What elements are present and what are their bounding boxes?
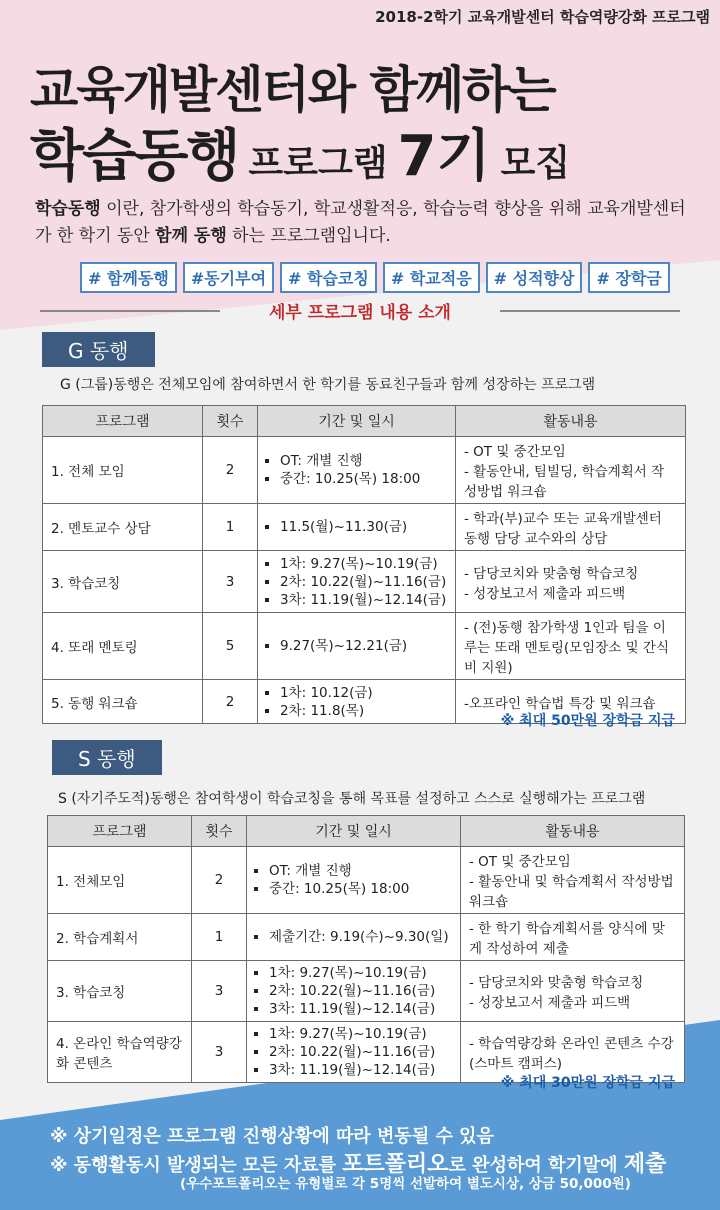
hashtag: #동기부여 bbox=[183, 262, 274, 293]
table-row bbox=[48, 914, 685, 961]
subhead-text: 세부 프로그램 내용 소개 bbox=[269, 303, 451, 323]
cell-count: 1 bbox=[192, 914, 247, 961]
period-item: ▪ 1차: 10.12(금) bbox=[280, 684, 447, 702]
footer-line3: (우수포트폴리오는 유형별로 각 5명씩 선발하여 별도시상, 상금 50,000원) bbox=[180, 1176, 631, 1192]
cell-activity: - 담당코치와 맞춤형 학습코칭 - 성장보고서 제출과 피드백 bbox=[461, 961, 685, 1022]
header-period: 기간 및 일시 bbox=[247, 816, 461, 847]
title-line2 bbox=[30, 112, 570, 192]
hashtag: # 함께동행 bbox=[80, 262, 177, 293]
g-description: G (그룹)동행은 전체모임에 참여하면서 한 학기를 동료친구들과 함께 성장하는 프로그램 bbox=[60, 377, 596, 393]
intro-bold2: 함께 동행 bbox=[155, 226, 227, 246]
s-scholarship-note: ※ 최대 30만원 장학금 지급 bbox=[500, 1075, 675, 1091]
cell-program: 2. 멘토교수 상담 bbox=[43, 504, 203, 551]
period-item: ▪ 1차: 9.27(목)~10.19(금) bbox=[269, 964, 452, 982]
cell-activity: - 담당코치와 맞춤형 학습코칭 - 성장보고서 제출과 피드백 bbox=[456, 551, 686, 613]
cell-period bbox=[247, 914, 461, 961]
cell-count: 3 bbox=[203, 551, 258, 613]
cell-program: 2. 학습계획서 bbox=[48, 914, 192, 961]
header-activity: 활동내용 bbox=[456, 406, 686, 437]
title-line1: 교육개발센터와 함께하는 bbox=[30, 61, 555, 119]
cell-activity: - 학습역량강화 온라인 콘텐츠 수강(스마트 캠퍼스) bbox=[461, 1022, 685, 1083]
footer-line1: ※ 상기일정은 프로그램 진행상황에 따라 변동될 수 있음 bbox=[50, 1126, 494, 1147]
intro-text bbox=[35, 196, 695, 250]
table-row bbox=[43, 504, 686, 551]
title-recruit: 모집 bbox=[500, 143, 571, 184]
table-row bbox=[43, 613, 686, 680]
s-badge: S 동행 bbox=[52, 740, 162, 775]
title-main: 학습동행 bbox=[30, 124, 239, 189]
table-header-row bbox=[48, 816, 685, 847]
cell-activity: - (전)동행 참가학생 1인과 팀을 이루는 또래 멘토링(모임장소 및 간식비 지원) bbox=[456, 613, 686, 680]
table-row bbox=[43, 437, 686, 504]
cell-period bbox=[258, 613, 456, 680]
cell-activity: - OT 및 중간모임 - 활동안내, 팀빌딩, 학습계획서 작성방법 워크숍 bbox=[456, 437, 686, 504]
cell-activity: - OT 및 중간모임 - 활동안내 및 학습계획서 작성방법 워크숍 bbox=[461, 847, 685, 914]
g-scholarship-note: ※ 최대 50만원 장학금 지급 bbox=[500, 713, 675, 729]
period-item: ▪ 2차: 10.22(월)~11.16(금) bbox=[269, 982, 452, 1000]
period-item: ▪ 중간: 10.25(목) 18:00 bbox=[269, 880, 452, 898]
period-item: ▪ 2차: 11.8(목) bbox=[280, 702, 447, 720]
header-count: 횟수 bbox=[192, 816, 247, 847]
header-activity: 활동내용 bbox=[461, 816, 685, 847]
period-item: ▪ 제출기간: 9.19(수)~9.30(일) bbox=[269, 928, 452, 946]
top-line: 2018-2학기 교육개발센터 학습역량강화 프로그램 bbox=[375, 8, 710, 26]
divider bbox=[40, 310, 220, 312]
period-item: ▪ 2차: 10.22(월)~11.16(금) bbox=[280, 573, 447, 591]
divider bbox=[500, 310, 680, 312]
period-item: ▪ 11.5(월)~11.30(금) bbox=[280, 518, 447, 536]
header-count: 횟수 bbox=[203, 406, 258, 437]
hashtag: # 장학금 bbox=[588, 262, 669, 293]
header-period: 기간 및 일시 bbox=[258, 406, 456, 437]
s-description: S (자기주도적)동행은 참여학생이 학습코칭을 통해 목표를 설정하고 스스로 실행해가는 프로그램 bbox=[58, 791, 646, 807]
footer-portfolio: 포트폴리오 bbox=[342, 1152, 449, 1177]
g-table bbox=[42, 405, 686, 724]
title-program: 프로그램 bbox=[248, 143, 388, 184]
header-program: 프로그램 bbox=[43, 406, 203, 437]
cell-activity: - 한 학기 학습계획서를 양식에 맞게 작성하여 제출 bbox=[461, 914, 685, 961]
table-row bbox=[43, 551, 686, 613]
period-item: ▪ OT: 개별 진행 bbox=[269, 862, 452, 880]
cell-activity: - 학과(부)교수 또는 교육개발센터 동행 담당 교수와의 상담 bbox=[456, 504, 686, 551]
hashtag: # 학습코칭 bbox=[280, 262, 377, 293]
period-item: ▪ 3차: 11.19(월)~12.14(금) bbox=[269, 1000, 452, 1018]
table-header-row bbox=[43, 406, 686, 437]
section-subhead bbox=[0, 298, 720, 323]
cell-period bbox=[258, 680, 456, 724]
cell-period bbox=[258, 437, 456, 504]
intro-bold1: 학습동행 bbox=[35, 199, 101, 219]
cell-activity: -오프라인 학습법 특강 및 워크숍 bbox=[456, 680, 686, 724]
period-item: ▪ 1차: 9.27(목)~10.19(금) bbox=[269, 1025, 452, 1043]
period-item: ▪ 3차: 11.19(월)~12.14(금) bbox=[269, 1061, 452, 1079]
cell-program: 1. 전체모임 bbox=[48, 847, 192, 914]
cell-count: 5 bbox=[203, 613, 258, 680]
table-row bbox=[48, 847, 685, 914]
cell-period bbox=[247, 847, 461, 914]
g-badge: G 동행 bbox=[42, 332, 155, 367]
cell-period bbox=[247, 961, 461, 1022]
cell-program: 5. 동행 워크숍 bbox=[43, 680, 203, 724]
cell-count: 2 bbox=[203, 437, 258, 504]
period-item: ▪ 2차: 10.22(월)~11.16(금) bbox=[269, 1043, 452, 1061]
period-item: ▪ 1차: 9.27(목)~10.19(금) bbox=[280, 555, 447, 573]
footer-submit: 제출 bbox=[623, 1152, 667, 1177]
cell-count: 1 bbox=[203, 504, 258, 551]
table-row bbox=[48, 961, 685, 1022]
footer-line2-part: ※ 동행활동시 발생되는 모든 자료를 bbox=[50, 1155, 343, 1176]
cell-program: 4. 온라인 학습역량강화 콘텐츠 bbox=[48, 1022, 192, 1083]
cell-program: 3. 학습코칭 bbox=[48, 961, 192, 1022]
period-item: ▪ OT: 개별 진행 bbox=[280, 452, 447, 470]
period-item: ▪ 중간: 10.25(목) 18:00 bbox=[280, 470, 447, 488]
header-program: 프로그램 bbox=[48, 816, 192, 847]
cell-program: 1. 전체 모임 bbox=[43, 437, 203, 504]
hashtag: # 학교적응 bbox=[383, 262, 480, 293]
hashtag: # 성적향상 bbox=[486, 262, 583, 293]
cell-count: 3 bbox=[192, 961, 247, 1022]
period-item: ▪ 9.27(목)~12.21(금) bbox=[280, 637, 447, 655]
intro-text1: 이란, 참가학생의 학습동기, 학교생활적응, 학습능력 향상을 위해 교육개발센터가 한 학기 동안 bbox=[35, 199, 686, 246]
period-item: ▪ 3차: 11.19(월)~12.14(금) bbox=[280, 591, 447, 609]
intro-text2: 하는 프로그램입니다. bbox=[226, 226, 391, 246]
cell-program: 3. 학습코칭 bbox=[43, 551, 203, 613]
cell-program: 4. 또래 멘토링 bbox=[43, 613, 203, 680]
title-gen: 7기 bbox=[397, 124, 491, 189]
cell-count: 3 bbox=[192, 1022, 247, 1083]
cell-period bbox=[258, 504, 456, 551]
cell-count: 2 bbox=[203, 680, 258, 724]
cell-period bbox=[247, 1022, 461, 1083]
cell-count: 2 bbox=[192, 847, 247, 914]
hashtag-list bbox=[80, 262, 670, 293]
cell-period bbox=[258, 551, 456, 613]
footer-line2-part: 로 완성하여 학기말에 bbox=[448, 1155, 624, 1176]
s-table bbox=[47, 815, 685, 1083]
